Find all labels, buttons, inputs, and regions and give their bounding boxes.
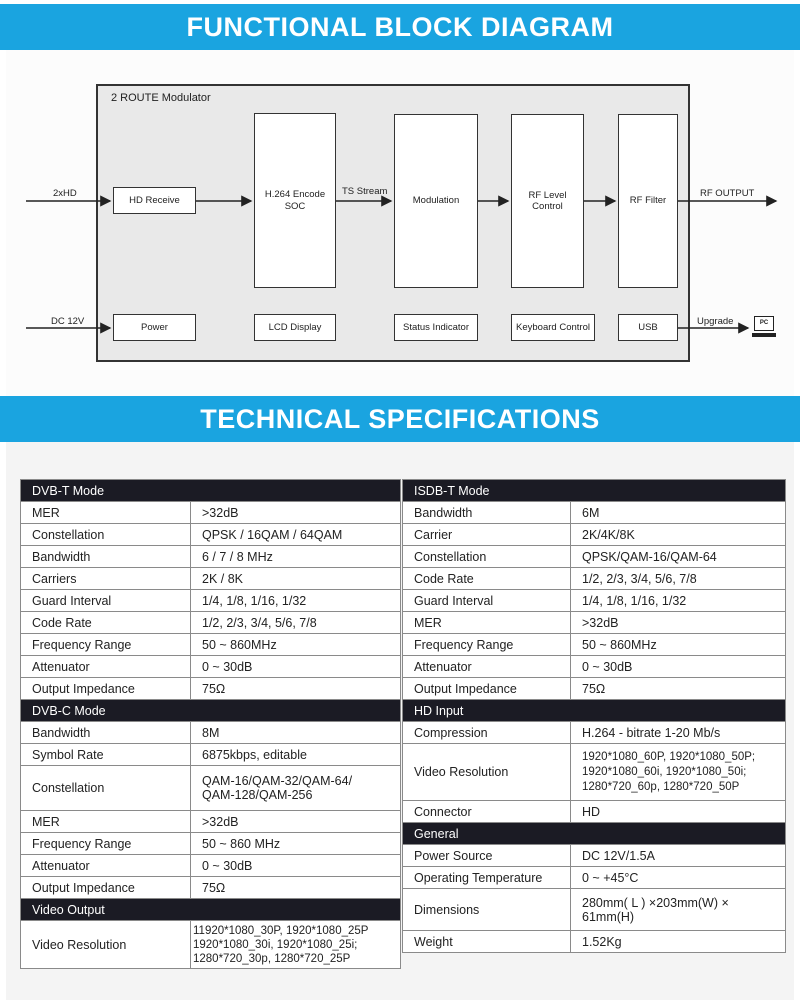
table-row [21,744,401,766]
table-row [403,889,786,931]
rf-filter-block: RF Filter [618,114,678,288]
spec-key: Code Rate [21,612,191,634]
upgrade-label: Upgrade [697,316,734,327]
spec-key: Bandwidth [21,722,191,744]
table-row [403,546,786,568]
table-row [21,678,401,700]
spec-value: 6 / 7 / 8 MHz [191,546,401,568]
spec-key: Output Impedance [403,678,571,700]
lcd-display-block: LCD Display [254,314,336,341]
spec-value: 2K / 8K [191,568,401,590]
encoder-block: H.264 Encode SOC [254,113,336,288]
table-row [21,921,401,969]
modulator-title: 2 ROUTE Modulator [111,92,211,104]
dc-input-label: DC 12V [51,316,85,327]
spec-value: 1.52Kg [571,931,786,953]
table-row [21,546,401,568]
section-title: Video Output [21,899,401,921]
section-title: DVB-T Mode [21,480,401,502]
section-header-row [403,700,786,722]
table-row [403,801,786,823]
spec-key: Attenuator [403,656,571,678]
keyboard-control-block: Keyboard Control [511,314,595,341]
table-row [403,612,786,634]
table-row [403,634,786,656]
spec-value: 1/2, 2/3, 3/4, 5/6, 7/8 [571,568,786,590]
section-header-row [21,899,401,921]
spec-key: Attenuator [21,855,191,877]
spec-key: Guard Interval [21,590,191,612]
spec-value: QPSK / 16QAM / 64QAM [191,524,401,546]
spec-value: 50 ~ 860MHz [191,634,401,656]
spec-value: 50 ~ 860MHz [571,634,786,656]
spec-value: 75Ω [191,877,401,899]
spec-key: MER [21,502,191,524]
table-row [21,877,401,899]
spec-value: 1/4, 1/8, 1/16, 1/32 [191,590,401,612]
spec-key: Operating Temperature [403,867,571,889]
left-spec-table [20,479,401,969]
table-row [403,845,786,867]
spec-value: >32dB [191,811,401,833]
pc-keyboard-icon [752,333,776,337]
ts-stream-label: TS Stream [342,186,388,197]
spec-value: DC 12V/1.5A [571,845,786,867]
spec-value: 8M [191,722,401,744]
table-row [21,722,401,744]
spec-value: 280mm( L ) ×203mm(W) × 61mm(H) [571,889,786,931]
spec-key: Code Rate [403,568,571,590]
hd-input-label: 2xHD [53,188,77,199]
table-row [403,931,786,953]
table-row [21,524,401,546]
table-row [21,634,401,656]
usb-block: USB [618,314,678,341]
table-row [21,502,401,524]
table-row [403,656,786,678]
spec-value: 6875kbps, editable [191,744,401,766]
rf-output-label: RF OUTPUT [700,188,755,199]
spec-value: 6M [571,502,786,524]
table-row [21,833,401,855]
spec-value: 1/4, 1/8, 1/16, 1/32 [571,590,786,612]
spec-value: 0 ~ +45°C [571,867,786,889]
table-row [403,502,786,524]
specs-header-banner [0,396,800,442]
spec-value: QPSK/QAM-16/QAM-64 [571,546,786,568]
spec-value: 75Ω [571,678,786,700]
table-row [403,568,786,590]
spec-value: 2K/4K/8K [571,524,786,546]
spec-value: 0 ~ 30dB [191,855,401,877]
spec-value: 0 ~ 30dB [191,656,401,678]
spec-key: Constellation [21,524,191,546]
table-row [21,590,401,612]
section-title: ISDB-T Mode [403,480,786,502]
table-row [21,568,401,590]
spec-key: Carriers [21,568,191,590]
spec-value: HD [571,801,786,823]
table-row [21,656,401,678]
pc-icon: PC [754,316,774,331]
section-header-row [403,823,786,845]
table-row [403,524,786,546]
spec-value: H.264 - bitrate 1-20 Mb/s [571,722,786,744]
spec-value: 0 ~ 30dB [571,656,786,678]
spec-value: 11920*1080_30P, 1920*1080_25P 1920*1080_30i, 1920*1080_25i; 1280*720_30p, 1280*720_25P [191,921,401,969]
spec-value: >32dB [191,502,401,524]
table-row [21,612,401,634]
section-title: HD Input [403,700,786,722]
spec-key: Constellation [403,546,571,568]
spec-value: 50 ~ 860 MHz [191,833,401,855]
diagram-header-title: FUNCTIONAL BLOCK DIAGRAM [186,12,614,42]
spec-key: Constellation [21,766,191,811]
table-row [403,722,786,744]
table-row [403,590,786,612]
spec-key: Dimensions [403,889,571,931]
spec-key: Compression [403,722,571,744]
table-row [403,678,786,700]
spec-key: Connector [403,801,571,823]
table-row [403,744,786,801]
spec-key: Symbol Rate [21,744,191,766]
section-title: General [403,823,786,845]
spec-key: Video Resolution [21,921,191,969]
status-indicator-block: Status Indicator [394,314,478,341]
section-title: DVB-C Mode [21,700,401,722]
spec-key: Power Source [403,845,571,867]
spec-key: Weight [403,931,571,953]
section-header-row [403,480,786,502]
right-spec-table [402,479,786,953]
spec-key: Guard Interval [403,590,571,612]
table-row [403,867,786,889]
spec-value: 1/2, 2/3, 3/4, 5/6, 7/8 [191,612,401,634]
power-block: Power [113,314,196,341]
modulation-block: Modulation [394,114,478,288]
spec-value: >32dB [571,612,786,634]
table-row [21,855,401,877]
spec-key: Output Impedance [21,678,191,700]
spec-key: MER [403,612,571,634]
rf-level-control-block: RF Level Control [511,114,584,288]
spec-key: Attenuator [21,656,191,678]
section-header-row [21,700,401,722]
hd-receive-block: HD Receive [113,187,196,214]
table-row [21,766,401,811]
specs-header-title: TECHNICAL SPECIFICATIONS [200,404,600,434]
spec-key: Bandwidth [21,546,191,568]
section-header-row [21,480,401,502]
table-row [21,811,401,833]
spec-key: Video Resolution [403,744,571,801]
spec-value: 75Ω [191,678,401,700]
spec-key: MER [21,811,191,833]
spec-key: Frequency Range [21,634,191,656]
spec-key: Bandwidth [403,502,571,524]
spec-key: Frequency Range [403,634,571,656]
spec-value: 1920*1080_60P, 1920*1080_50P; 1920*1080_60i, 1920*1080_50i; 1280*720_60p, 1280*720_50P [571,744,786,801]
spec-key: Output Impedance [21,877,191,899]
spec-key: Frequency Range [21,833,191,855]
spec-value: QAM-16/QAM-32/QAM-64/ QAM-128/QAM-256 [191,766,401,811]
spec-key: Carrier [403,524,571,546]
